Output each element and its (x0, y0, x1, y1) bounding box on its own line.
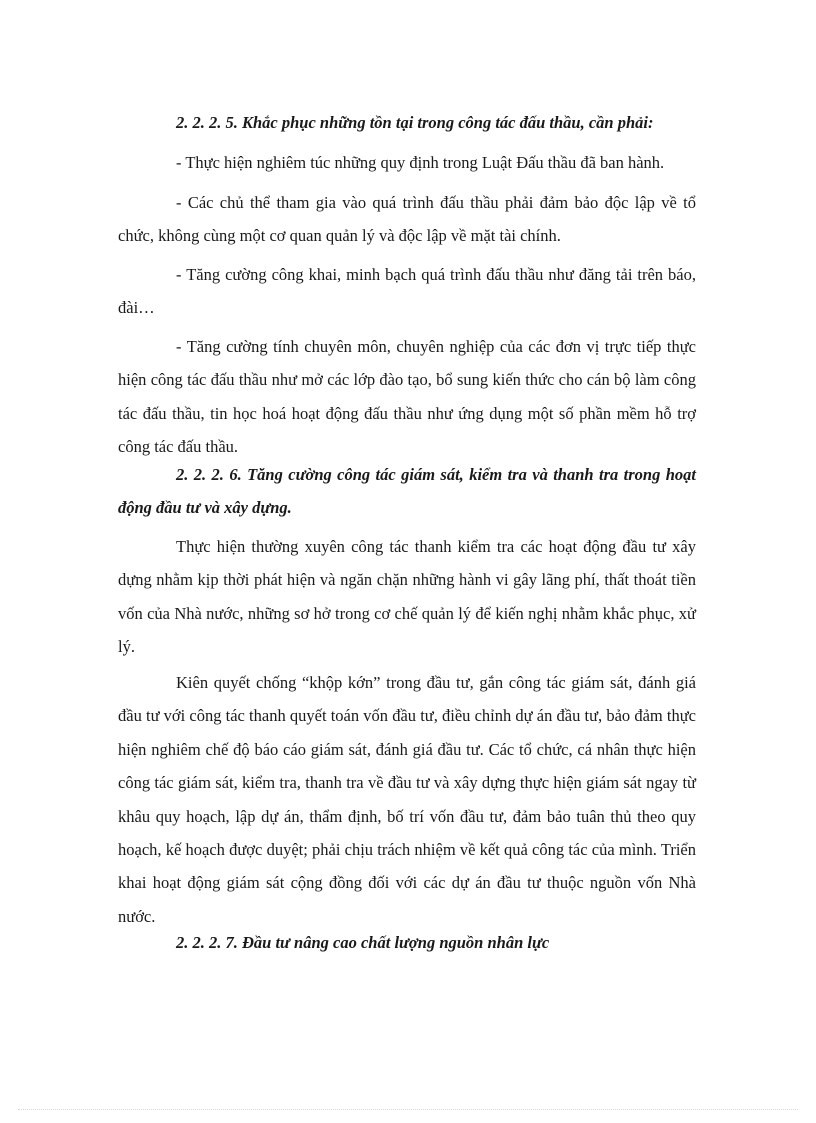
section-heading: 2. 2. 2. 5. Khắc phục những tồn tại trong công tác đấu thầu, cần phải: (176, 113, 654, 132)
paragraph (118, 258, 696, 325)
body-paragraph: Thực hiện thường xuyên công tác thanh kiểm tra các hoạt động đầu tư xây dựng nhằm kịp thời phát hiện và ngăn chặn những hành vi gây lãng phí, thất thoát tiền vốn của Nhà nước, những sơ hở trong cơ chế quản lý để kiến nghị nhằm khắc phục, xử lý. (118, 537, 696, 657)
paragraph (118, 530, 696, 664)
section-2-2-2-5 (118, 106, 696, 139)
bullet-paragraph: - Thực hiện nghiêm túc những quy định trong Luật Đấu thầu đã ban hành. (176, 153, 665, 172)
paragraph (118, 186, 696, 253)
paragraph (118, 146, 696, 179)
bullet-paragraph: - Tăng cường tính chuyên môn, chuyên nghiệp của các đơn vị trực tiếp thực hiện công tác đấu thầu như mở các lớp đào tạo, bổ sung kiến thức cho cán bộ làm công tác đấu thầu, tin học hoá hoạt động đấu thầu như ứng dụng một số phần mềm hỗ trợ công tác đấu thầu. (118, 337, 696, 457)
footer-divider (18, 1109, 798, 1110)
section-heading: 2. 2. 2. 6. Tăng cường công tác giám sát, kiểm tra và thanh tra trong hoạt động đầu tư và xây dựng. (118, 465, 696, 518)
section-2-2-2-7 (118, 926, 696, 959)
paragraph (118, 330, 696, 464)
section-2-2-2-6 (118, 458, 696, 525)
bullet-paragraph: - Tăng cường công khai, minh bạch quá trình đấu thầu như đăng tải trên báo, đài… (118, 265, 696, 318)
body-paragraph: Kiên quyết chống “khộp kớn” trong đầu tư, gắn công tác giám sát, đánh giá đầu tư với công tác thanh quyết toán vốn đầu tư, điều chỉnh dự án đầu tư, bảo đảm thực hiện nghiêm chế độ báo cáo giám sát, đánh giá đầu tư. Các tổ chức, cá nhân thực hiện công tác giám sát, kiểm tra, thanh tra về đầu tư và xây dựng thực hiện giám sát ngay từ khâu quy hoạch, lập dự án, thẩm định, bố trí vốn đầu tư, đảm bảo tuân thủ theo quy hoạch, kế hoạch được duyệt; phải chịu trách nhiệm về kết quả công tác của mình. Triển khai hoạt động giám sát cộng đồng đối với các dự án đầu tư thuộc nguồn vốn Nhà nước. (118, 673, 696, 926)
bullet-paragraph: - Các chủ thể tham gia vào quá trình đấu thầu phải đảm bảo độc lập về tổ chức, không cùng một cơ quan quản lý và độc lập về mặt tài chính. (118, 193, 696, 246)
paragraph (118, 666, 696, 933)
section-heading: 2. 2. 2. 7. Đầu tư nâng cao chất lượng nguồn nhân lực (176, 933, 550, 952)
